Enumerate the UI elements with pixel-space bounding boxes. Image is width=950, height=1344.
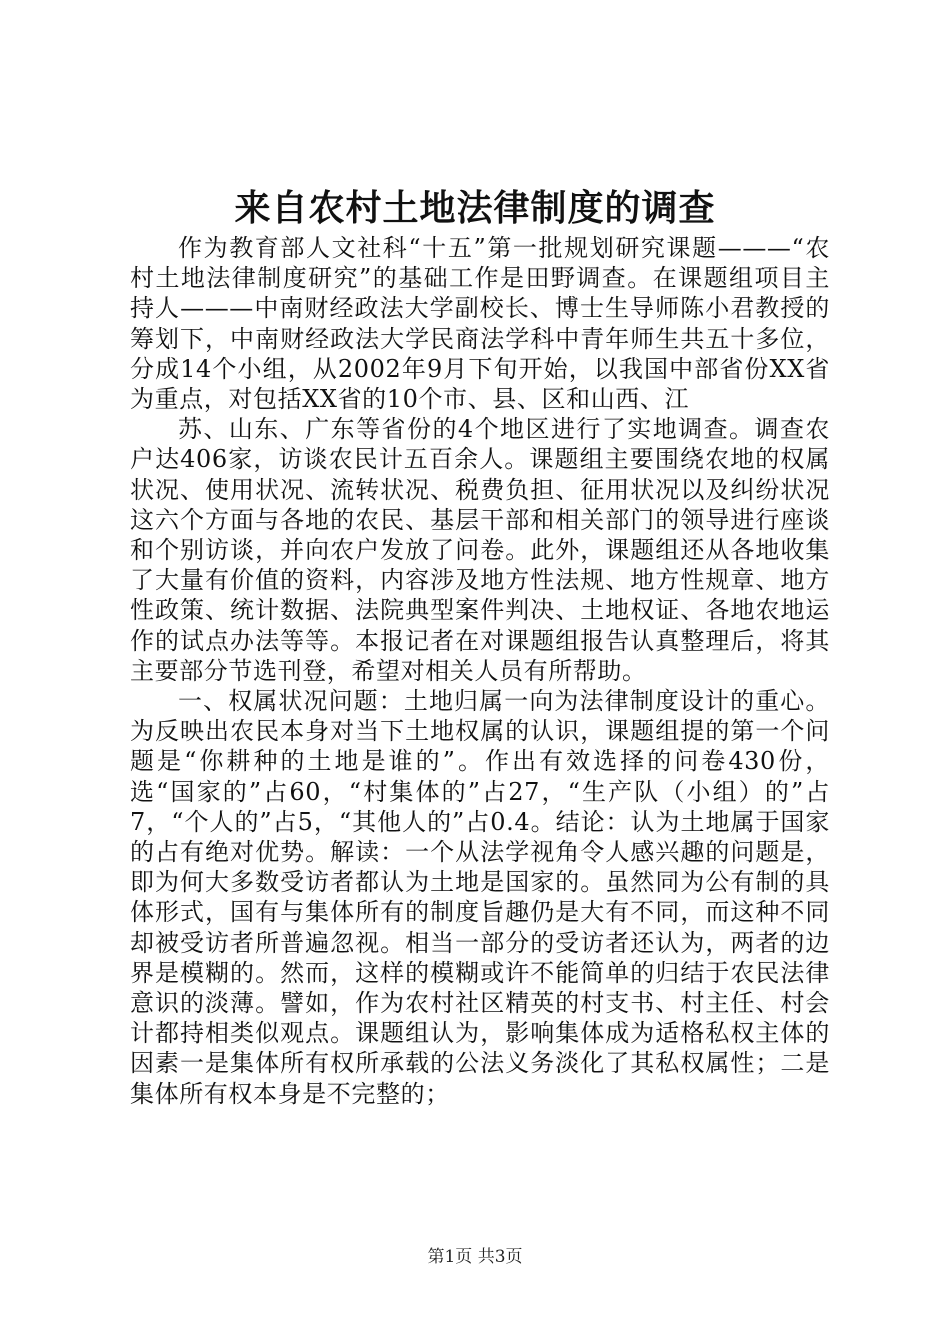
page-number-footer: 第1页 共3页	[427, 1247, 523, 1267]
paragraph: 苏、山东、广东等省份的4个地区进行了实地调查。调查农户达406家，访谈农民计五百余人。课题组主要围绕农地的权属状况、使用状况、流转状况、税费负担、征用状况以及纠纷状况这六个方面与各地的农民、基层干部和相关部门的领导进行座谈和个别访谈，并向农户发放了问卷。此外，课题组还从各地收集了大量有价值的资料，内容涉及地方性法规、地方性规章、地方性政策、统计数据、法院典型案件判决、土地权证、各地农地运作的试点办法等等。本报记者在对课题组报告认真整理后，将其主要部分节选刊登，希望对相关人员有所帮助。	[130, 415, 830, 685]
document-body	[130, 233, 830, 1109]
paragraph: 一、权属状况问题：土地归属一向为法律制度设计的重心。为反映出农民本身对当下土地权属的认识，课题组提的第一个问题是“你耕种的土地是谁的”。作出有效选择的问卷430份，选“国家的”占60，“村集体的”占27，“生产队（小组）的”占7，“个人的”占5，“其他人的”占0.4。结论：认为土地属于国家的占有绝对优势。解读：一个从法学视角令人感兴趣的问题是，即为何大多数受访者都认为土地是国家的。虽然同为公有制的具体形式，国有与集体所有的制度旨趣仍是大有不同，而这种不同却被受访者所普遍忽视。相当一部分的受访者还认为，两者的边界是模糊的。然而，这样的模糊或许不能简单的归结于农民法律意识的淡薄。譬如，作为农村社区精英的村支书、村主任、村会计都持相类似观点。课题组认为，影响集体成为适格私权主体的因素一是集体所有权所承载的公法义务淡化了其私权属性；二是集体所有权本身是不完整的；	[130, 687, 830, 1108]
document-title: 来自农村土地法律制度的调查	[234, 187, 716, 229]
paragraph: 作为教育部人文社科“十五”第一批规划研究课题———“农村土地法律制度研究”的基础工作是田野调查。在课题组项目主持人———中南财经政法大学副校长、博士生导师陈小君教授的筹划下，中南财经政法大学民商法学科中青年师生共五十多位，分成14个小组，从2002年9月下旬开始，以我国中部省份XX省为重点，对包括XX省的10个市、县、区和山西、江	[130, 234, 830, 414]
